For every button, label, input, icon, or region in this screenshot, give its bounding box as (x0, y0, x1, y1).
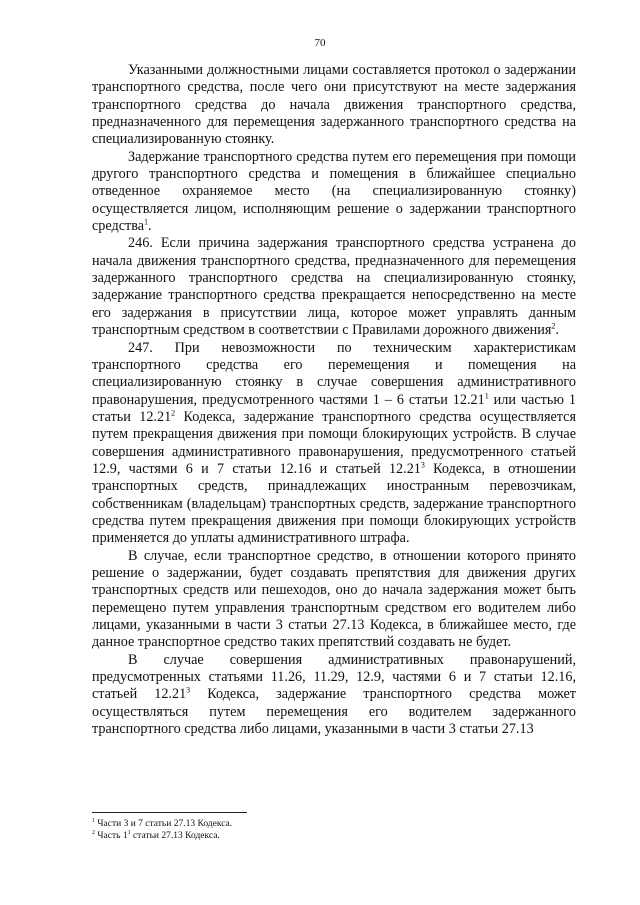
paragraph-246: 246. Если причина задержания транспортного средства устранена до начала движения транспортного средства, предназначенного для перемещения задержанного транспортного средства на специализированную стоянку, задержание транспортного средства прекращается непосредственно на месте его задержания в присутствии лица, которое может управлять данным транспортным средством в соответствии с Правилами дорожного движения$^2$. (92, 235, 576, 339)
superscript: 3 (420, 460, 425, 470)
page-number: 70 (314, 37, 326, 49)
superscript: 3 (186, 685, 191, 695)
footnote-1: $^1$ Части 3 и 7 статьи 27.13 Кодекса. (92, 817, 233, 829)
paragraph: В случае совершения административных правонарушений, предусмотренных статьями 11.26, 11.29, 12.9, частями 6 и 7 статьи 12.16, статьей 12.21$^3$ Кодекса, задержание транспортного средства может осуществляться путем перемещения его водителем задержанного транспортного средства либо лицами, указанными в части 3 статьи 27.13 (92, 651, 576, 738)
paragraph: Указанными должностными лицами составляется протокол о задержании транспортного средства, после чего они присутствуют на месте задержания транспортного средства до начала движения транспортного средства, предназначенного для перемещения задержанного транспортного средства на специализированную стоянку. (92, 62, 576, 148)
superscript: 2 (171, 408, 176, 418)
footnote-ref: 1 (144, 217, 149, 227)
paragraph-247: 247. При невозможности по техническим характеристикам транспортного средства его перемещения и помещения на специализированную стоянку в случае совершения административного правонарушения, предусмотренного частями 1 – 6 статьи 12.21$^1$ или частью 1 статьи 12.21$^2$ Кодекса, задержание транспортного средства осуществляется путем прекращения движения при помощи блокирующих устройств. В случае совершения административного правонарушения, предусмотренного статьей 12.9, частями 6 и 7 статьи 12.16 и статьей 12.21$^3$ Кодекса, в отношении транспортных средств, принадлежащих иностранным перевозчикам, собственникам (владельцам) транспортных средств, задержание транспортного средства путем прекращения движения при помощи блокирующих устройств применяется до уплаты административного штрафа. (92, 339, 576, 547)
paragraph: Задержание транспортного средства путем его перемещения при помощи другого транспортного средства и помещения в ближайшее специально отведенное охраняемое место (на специализированную стоянку) осуществляется лицом, исполняющим решение о задержании транспортного средства$^1$. (92, 148, 576, 235)
footnote-2: $^2$ Часть $1^1$ статьи 27.13 Кодекса. (92, 829, 220, 841)
document-body (92, 62, 576, 738)
footnotes (92, 818, 576, 842)
footnote-divider (92, 812, 247, 813)
footnote-ref: 2 (551, 321, 556, 331)
superscript: 1 (484, 390, 489, 400)
paragraph: В случае, если транспортное средство, в отношении которого принято решение о задержании, будет создавать препятствия для движения других транспортных средств или пешеходов, оно до начала задержания может быть перемещено путем управления транспортным средством его водителем либо лицами, указанными в части 3 статьи 27.13 Кодекса, в ближайшее место, где данное транспортное средство таких препятствий создавать не будет. (92, 547, 576, 651)
